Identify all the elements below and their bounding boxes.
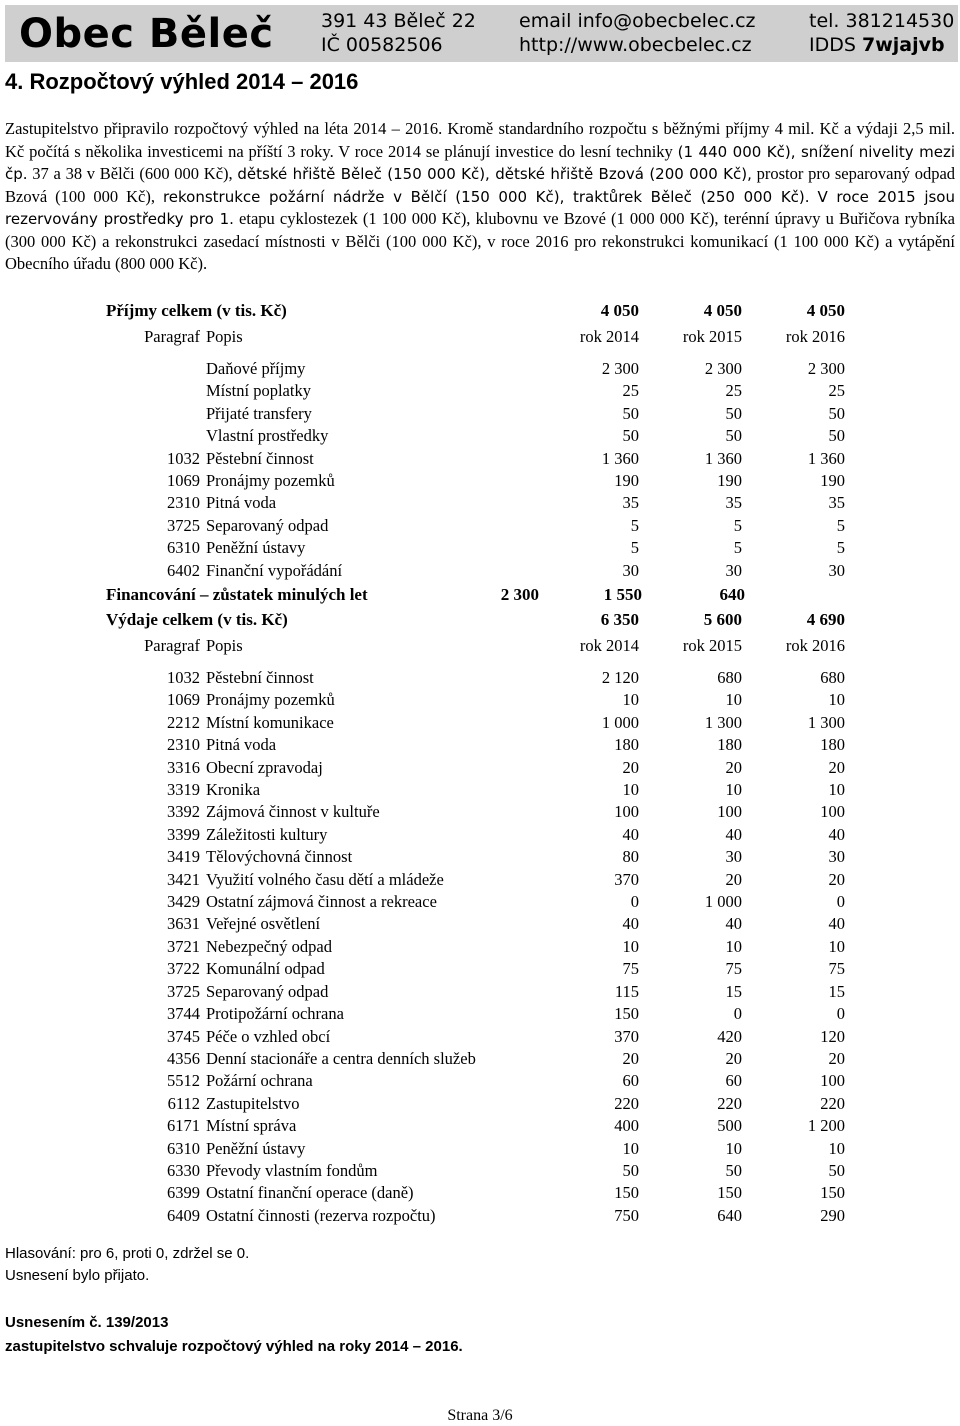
row-description: Požární ochrana	[206, 1071, 313, 1091]
amount-cell: 75	[828, 959, 845, 979]
address-line: 391 43 Běleč 22	[321, 10, 476, 32]
amount-cell: 120	[820, 1026, 845, 1046]
contact-block	[519, 9, 756, 57]
resolution-text: zastupitelstvo schvaluje rozpočtový výhled na roky 2014 – 2016.	[5, 1338, 463, 1355]
income-total-label: Příjmy celkem (v tis. Kč)	[106, 301, 287, 320]
paragraph-code: 6399	[167, 1183, 200, 1203]
vote-result	[5, 1243, 249, 1287]
amount-cell: 100	[614, 802, 639, 822]
table-row	[100, 689, 845, 711]
amount-cell: 0	[836, 1004, 845, 1024]
amount-cell: 30	[725, 560, 742, 580]
paragraph-code: 3744	[167, 1004, 200, 1024]
table-row	[100, 958, 845, 980]
table-row	[100, 1115, 845, 1137]
paragraph-code: 6402	[167, 560, 200, 580]
row-description: Peněžní ústavy	[206, 1138, 306, 1158]
paragraph-code: 2310	[167, 493, 200, 513]
paragraph-code	[100, 403, 206, 425]
amount-cell: 190	[820, 471, 845, 491]
idds-label: IDDS	[809, 34, 856, 56]
amount-cell: 30	[622, 560, 639, 580]
paragraph-code: 1032	[167, 668, 200, 687]
amount-cell: 2 300	[807, 359, 845, 378]
amount-cell: 30	[725, 847, 742, 867]
financing-2014: 2 300	[500, 585, 539, 604]
row-description: Peněžní ústavy	[206, 538, 306, 558]
municipality-name: Obec Běleč	[19, 11, 274, 57]
address-block	[321, 9, 476, 57]
amount-cell: 30	[828, 560, 845, 580]
amount-cell: 25	[622, 381, 639, 401]
vote-line: Hlasování: pro 6, proti 0, zdržel se 0.	[5, 1245, 250, 1262]
amount-cell: 5	[630, 515, 639, 535]
amount-cell: 640	[717, 1205, 742, 1225]
intro-text-5: prostor pro separovaný odpad Bzová (100 000 Kč),	[5, 164, 956, 206]
amount-cell: 25	[828, 381, 845, 401]
amount-cell: 1 360	[704, 448, 742, 468]
amount-cell: 220	[717, 1093, 742, 1113]
amount-cell: 35	[828, 493, 845, 513]
amount-cell: 370	[614, 1026, 639, 1046]
amount-cell: 150	[614, 1004, 639, 1024]
amount-cell: 10	[622, 690, 639, 710]
amount-cell: 180	[717, 735, 742, 755]
amount-cell: 750	[614, 1205, 639, 1225]
row-description: Zastupitelstvo	[206, 1093, 300, 1113]
paragraph-code: 3631	[167, 914, 200, 934]
paragraph-code: 3421	[167, 869, 200, 889]
spacer-row	[100, 659, 845, 667]
amount-cell: 10	[725, 690, 742, 710]
amount-cell: 20	[828, 1048, 845, 1068]
amount-cell: 150	[820, 1183, 845, 1203]
table-row	[100, 734, 845, 756]
table-row	[100, 824, 845, 846]
paragraph-code: 6171	[167, 1116, 200, 1136]
intro-text-6: rekonstrukce požární nádrže v Bělčí (150 000 Kč), traktůrek Běleč (250 000 Kč).	[162, 187, 810, 206]
expense-total-value: 5 600	[703, 610, 742, 629]
amount-cell: 50	[725, 403, 742, 423]
row-description: Veřejné osvětlení	[206, 914, 321, 934]
amount-cell: 50	[622, 403, 639, 423]
amount-cell: 220	[614, 1093, 639, 1113]
column-header-paragraph: Paragraf	[144, 636, 200, 655]
table-row	[100, 1182, 845, 1204]
amount-cell: 180	[614, 735, 639, 755]
amount-cell: 1 360	[601, 448, 639, 468]
row-description: Komunální odpad	[206, 959, 325, 979]
amount-cell: 1 360	[807, 448, 845, 468]
amount-cell: 40	[828, 914, 845, 934]
paragraph-code: 3745	[167, 1026, 200, 1046]
column-header-paragraph: Paragraf	[144, 327, 200, 346]
paragraph-code: 3399	[167, 824, 200, 844]
expense-total-label: Výdaje celkem (v tis. Kč)	[106, 610, 288, 629]
row-description: Využití volného času dětí a mládeže	[206, 869, 444, 889]
row-description: Pronájmy pozemků	[206, 471, 335, 491]
phone-line: tel. 381214530	[809, 10, 955, 32]
spacer-row	[100, 350, 845, 358]
amount-cell: 50	[828, 1160, 845, 1180]
paragraph-code: 1032	[167, 448, 200, 468]
amount-cell: 5	[630, 538, 639, 558]
amount-cell: 20	[622, 1048, 639, 1068]
expense-total-value: 4 690	[806, 610, 845, 629]
income-total-value: 4 050	[806, 301, 845, 320]
amount-cell: 35	[622, 493, 639, 513]
income-total-value: 4 050	[600, 301, 639, 320]
paragraph-code: 3721	[167, 936, 200, 956]
amount-cell: 150	[717, 1183, 742, 1203]
amount-cell: 50	[622, 426, 639, 446]
amount-cell: 5	[733, 515, 742, 535]
amount-cell: 10	[725, 1138, 742, 1158]
paragraph-code: 6310	[167, 538, 200, 558]
amount-cell: 10	[622, 1138, 639, 1158]
income-total-value: 4 050	[703, 301, 742, 320]
amount-cell: 20	[725, 1048, 742, 1068]
intro-text-8: etapu cyklostezek (1 100 000 Kč), klubovnu ve Bzové (1 000 000 Kč), terénní úpravy u Buřičova rybníka (300 000 Kč) a rekonstrukci zasedací místnosti v Bělči (100 000 Kč), v roce 2016 pro rekonstrukci komunikací (1 100 000 Kč) a vytápění Obecního úřadu (800 000 Kč).	[5, 209, 956, 273]
table-row	[100, 492, 845, 514]
paragraph-code: 6112	[167, 1093, 200, 1113]
resolution-number: Usnesením č. 139/2013	[5, 1314, 169, 1331]
column-header-year: rok 2015	[682, 327, 742, 346]
amount-cell: 30	[828, 847, 845, 867]
paragraph-code	[100, 425, 206, 447]
amount-cell: 0	[836, 892, 845, 912]
amount-cell: 40	[622, 824, 639, 844]
paragraph-code: 3316	[167, 757, 200, 777]
column-header-year: rok 2016	[785, 636, 845, 655]
financing-row	[100, 581, 745, 608]
paragraph-code: 1069	[167, 690, 200, 710]
financing-table	[100, 581, 745, 608]
amount-cell: 20	[828, 757, 845, 777]
amount-cell: 40	[725, 914, 742, 934]
amount-cell: 0	[630, 892, 639, 912]
spacer-cell	[100, 659, 845, 667]
idds-value: 7wjajvb	[861, 34, 945, 56]
column-header-year: rok 2016	[785, 327, 845, 346]
column-header-description: Popis	[206, 636, 243, 655]
table-row	[100, 1003, 845, 1025]
table-row	[100, 515, 845, 537]
amount-cell: 1 300	[704, 712, 742, 732]
ico-line: IČ 00582506	[321, 34, 443, 56]
amount-cell: 100	[820, 1071, 845, 1091]
paragraph-code: 2310	[167, 735, 200, 755]
amount-cell: 2 120	[601, 668, 639, 687]
table-row	[100, 846, 845, 868]
resolution	[5, 1311, 463, 1359]
amount-cell: 5	[733, 538, 742, 558]
amount-cell: 15	[725, 981, 742, 1001]
row-description: Denní stacionáře a centra denních služeb	[206, 1048, 476, 1068]
row-description: Daňové příjmy	[206, 359, 306, 378]
financing-label: Financování – zůstatek minulých let	[106, 585, 368, 604]
amount-cell: 680	[820, 668, 845, 687]
idds-line	[809, 33, 954, 57]
table-row	[100, 1093, 845, 1115]
amount-cell: 40	[622, 914, 639, 934]
amount-cell: 20	[622, 757, 639, 777]
table-row	[100, 358, 845, 380]
column-header-year: rok 2014	[579, 636, 639, 655]
intro-text-7: V roce 2015 jsou rezervovány prostředky pro 1.	[5, 187, 955, 228]
paragraph-code: 3419	[167, 847, 200, 867]
financing-2016: 640	[719, 585, 745, 604]
table-row	[100, 448, 845, 470]
vote-outcome: Usnesení bylo přijato.	[5, 1267, 150, 1284]
amount-cell: 20	[725, 757, 742, 777]
amount-cell: 370	[614, 869, 639, 889]
paragraph-code: 3722	[167, 959, 200, 979]
amount-cell: 2 300	[704, 359, 742, 378]
amount-cell: 190	[717, 471, 742, 491]
table-row	[100, 667, 845, 689]
amount-cell: 680	[717, 668, 742, 687]
paragraph-code: 6310	[167, 1138, 200, 1158]
email-line: email info@obecbelec.cz	[519, 10, 756, 32]
amount-cell: 60	[622, 1071, 639, 1091]
web-link[interactable]: http://www.obecbelec.cz	[519, 34, 752, 56]
column-header-description: Popis	[206, 327, 243, 346]
row-description: Ostatní zájmová činnost a rekreace	[206, 892, 437, 912]
paragraph-code: 3725	[167, 515, 200, 535]
amount-cell: 20	[828, 869, 845, 889]
amount-cell: 115	[614, 981, 639, 1001]
amount-cell: 10	[622, 780, 639, 800]
financing-2015: 1 550	[603, 585, 642, 604]
amount-cell: 50	[725, 1160, 742, 1180]
amount-cell: 150	[614, 1183, 639, 1203]
row-description: Péče o vzhled obcí	[206, 1026, 331, 1046]
table-row	[100, 425, 845, 447]
paragraph-code: 3429	[167, 892, 200, 912]
amount-cell: 10	[725, 936, 742, 956]
letterhead	[5, 5, 958, 62]
amount-cell: 1 000	[601, 712, 639, 732]
amount-cell: 2 300	[601, 359, 639, 378]
row-description: Převody vlastním fondům	[206, 1160, 378, 1180]
row-description: Ostatní finanční operace (daně)	[206, 1183, 414, 1203]
column-header-year: rok 2014	[579, 327, 639, 346]
row-description: Pronájmy pozemků	[206, 690, 335, 710]
amount-cell: 500	[717, 1116, 742, 1136]
table-row	[100, 1026, 845, 1048]
amount-cell: 10	[725, 780, 742, 800]
paragraph-code: 3319	[167, 780, 200, 800]
table-row	[100, 712, 845, 734]
amount-cell: 100	[717, 802, 742, 822]
amount-cell: 180	[820, 735, 845, 755]
row-description: Zájmová činnost v kultuře	[206, 802, 380, 822]
amount-cell: 25	[725, 381, 742, 401]
table-row	[100, 403, 845, 425]
row-description: Přijaté transfery	[206, 403, 312, 423]
paragraph-code: 3392	[167, 802, 200, 822]
paragraph-code: 6330	[167, 1160, 200, 1180]
table-row	[100, 1160, 845, 1182]
amount-cell: 40	[725, 824, 742, 844]
row-description: Obecní zpravodaj	[206, 757, 323, 777]
intro-paragraph	[5, 118, 955, 276]
amount-cell: 60	[725, 1071, 742, 1091]
paragraph-code	[100, 380, 206, 402]
table-row	[100, 1205, 845, 1227]
row-description: Ostatní činnosti (rezerva rozpočtu)	[206, 1205, 436, 1225]
amount-cell: 10	[828, 690, 845, 710]
row-description: Protipožární ochrana	[206, 1004, 344, 1024]
row-description: Místní správa	[206, 1116, 297, 1136]
amount-cell: 220	[820, 1093, 845, 1113]
row-description: Pitná voda	[206, 493, 277, 513]
section-title: 4. Rozpočtový výhled 2014 – 2016	[5, 69, 359, 94]
amount-cell: 50	[828, 403, 845, 423]
amount-cell: 5	[836, 538, 845, 558]
amount-cell: 75	[622, 959, 639, 979]
row-description: Tělovýchovná činnost	[206, 847, 353, 867]
income-header-row	[100, 324, 845, 350]
amount-cell: 400	[614, 1116, 639, 1136]
table-row	[100, 380, 845, 402]
paragraph-code	[100, 358, 206, 380]
amount-cell: 5	[836, 515, 845, 535]
paragraph-code: 6409	[167, 1205, 200, 1225]
amount-cell: 10	[828, 1138, 845, 1158]
intro-text-3: 37 a 38 v Bělči (600 000 Kč),	[32, 164, 233, 183]
row-description: Finanční vypořádání	[206, 560, 343, 580]
spacer-cell	[100, 350, 845, 358]
row-description: Záležitosti kultury	[206, 824, 328, 844]
table-row	[100, 869, 845, 891]
amount-cell: 100	[820, 802, 845, 822]
income-total-row	[100, 297, 845, 324]
expense-total-value: 6 350	[600, 610, 639, 629]
row-description: Pěstební činnost	[206, 668, 314, 687]
amount-cell: 0	[733, 1004, 742, 1024]
column-header-year: rok 2015	[682, 636, 742, 655]
row-description: Separovaný odpad	[206, 515, 329, 535]
row-description: Vlastní prostředky	[206, 426, 329, 446]
table-row	[100, 913, 845, 935]
row-description: Pitná voda	[206, 735, 277, 755]
amount-cell: 10	[622, 936, 639, 956]
amount-cell: 50	[725, 426, 742, 446]
amount-cell: 75	[725, 959, 742, 979]
amount-cell: 10	[828, 780, 845, 800]
row-description: Pěstební činnost	[206, 448, 314, 468]
row-description: Separovaný odpad	[206, 981, 329, 1001]
phone-block	[809, 9, 954, 57]
income-table	[100, 297, 845, 582]
amount-cell: 20	[725, 869, 742, 889]
amount-cell: 50	[622, 1160, 639, 1180]
amount-cell: 15	[828, 981, 845, 1001]
table-row	[100, 1048, 845, 1070]
amount-cell: 1 300	[807, 712, 845, 732]
intro-text-1: Zastupitelstvo připravilo rozpočtový výhled na léta 2014 – 2016. Kromě standardního rozpočtu s běžnými příjmy 4 mil. Kč a výdaji 2,5 mil. Kč počítá s několika investicemi na příští 3 roky. V roce 2014 se plánují investice do lesní techniky	[5, 119, 955, 161]
table-row	[100, 801, 845, 823]
amount-cell: 1 000	[704, 892, 742, 912]
row-description: Místní poplatky	[206, 381, 311, 401]
table-row	[100, 470, 845, 492]
row-description: Místní komunikace	[206, 712, 334, 732]
paragraph-code: 4356	[167, 1048, 200, 1068]
amount-cell: 190	[614, 471, 639, 491]
intro-text-2: (1 440 000 Kč), snížení nivelity mezi čp.	[5, 142, 955, 183]
amount-cell: 420	[717, 1026, 742, 1046]
amount-cell: 80	[622, 847, 639, 867]
amount-cell: 290	[820, 1205, 845, 1225]
paragraph-code: 3725	[167, 981, 200, 1001]
amount-cell: 40	[828, 824, 845, 844]
table-row	[100, 537, 845, 559]
intro-text-4: dětské hřiště Běleč (150 000 Kč), dětské hřiště Bzová (200 000 Kč),	[237, 165, 752, 183]
row-description: Kronika	[206, 780, 261, 800]
paragraph-code: 5512	[167, 1071, 200, 1091]
amount-cell: 50	[828, 426, 845, 446]
table-row	[100, 779, 845, 801]
table-row	[100, 560, 845, 582]
expense-total-row	[100, 606, 845, 633]
table-row	[100, 757, 845, 779]
paragraph-code: 2212	[167, 712, 200, 732]
expense-header-row	[100, 633, 845, 659]
amount-cell: 10	[828, 936, 845, 956]
paragraph-code: 1069	[167, 471, 200, 491]
amount-cell: 35	[725, 493, 742, 513]
table-row	[100, 1070, 845, 1092]
page-number: Strana 3/6	[447, 1407, 513, 1424]
row-description: Nebezpečný odpad	[206, 936, 332, 956]
expense-table	[100, 606, 845, 1227]
table-row	[100, 981, 845, 1003]
table-row	[100, 891, 845, 913]
table-row	[100, 936, 845, 958]
amount-cell: 1 200	[807, 1116, 845, 1136]
table-row	[100, 1138, 845, 1160]
